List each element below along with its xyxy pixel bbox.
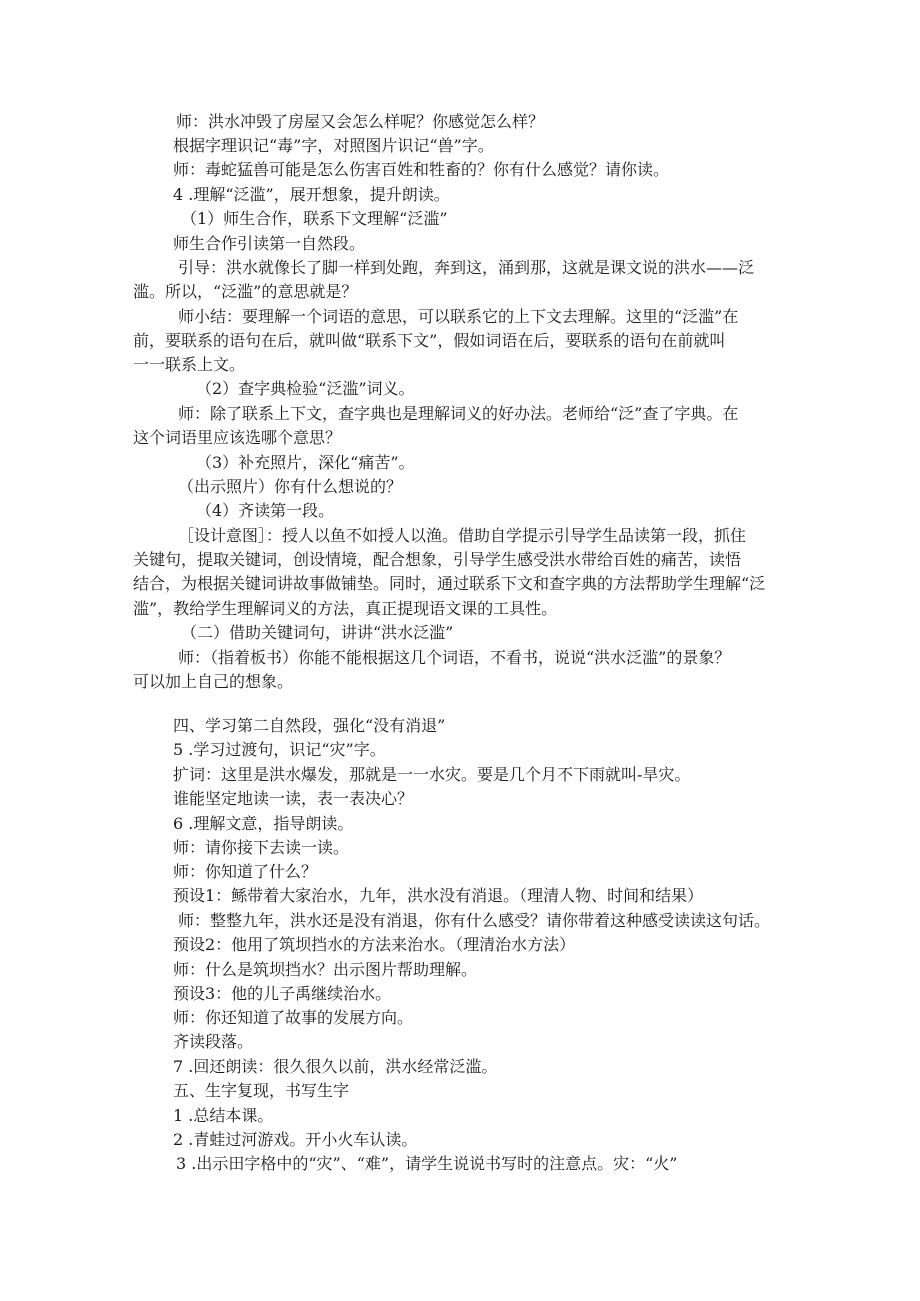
text-line: 师：什么是筑坝挡水？出示图片帮助理解。 (173, 960, 478, 979)
text-line: 结合，为根据关键词讲故事做铺垫。同时，通过联系下文和查字典的方法帮助学生理解“泛 (133, 574, 766, 593)
text-line: 引导：洪水就像长了脚一样到处跑，奔到这，涌到那，这就是课文说的洪水——泛 (178, 258, 755, 277)
text-line: 师：请你接下去读一读。 (173, 838, 350, 857)
text-line: 根据字理识记“毒”字，对照图片识记“兽”字。 (173, 136, 494, 155)
text-line: 师小结：要理解一个词语的意思，可以联系它的上下文去理解。这里的“泛滥”在 (178, 307, 739, 326)
text-line: 师：你知道了什么？ (173, 862, 318, 881)
text-line: （出示照片）你有什么想说的？ (178, 477, 403, 496)
text-line: 可以加上自己的想象。 (133, 672, 294, 691)
text-line: 谁能坚定地读一读，表一表决心？ (173, 789, 414, 808)
text-line: 师：（指着板书）你能不能根据这几个词语，不看书，说说“洪水泛滥”的景象？ (178, 648, 731, 667)
list-item: 1 .总结本课。 (173, 1106, 274, 1125)
text-line: 扩词：这里是洪水爆发，那就是一一水灾。要是几个月不下雨就叫-旱灾。 (173, 765, 691, 784)
text-line: 关键句，提取关键词，创设情境，配合想象，引导学生感受洪水带给百姓的痛苦，读悟 (133, 550, 742, 569)
list-item: 4 .理解“泛滥”，展开想象，提升朗读。 (173, 185, 450, 204)
section-heading: （二）借助关键词句，讲讲“洪水泛滥” (181, 623, 454, 642)
sub-heading: （4）齐读第一段。 (196, 501, 335, 520)
text-line: 齐读段落。 (173, 1032, 254, 1051)
text-line: 一一联系上文。 (133, 355, 246, 374)
sub-heading: （2）查字典检验“泛滥”词义。 (196, 379, 415, 398)
text-line: 前，要联系的语句在后，就叫做“联系下文”，假如词语在后，要联系的语句在前就叫 (133, 331, 726, 350)
section-heading: 四、学习第二自然段，强化“没有消退” (173, 716, 446, 735)
text-line: 这个词语里应该选哪个意思？ (133, 428, 342, 447)
text-line: 师：毒蛇猛兽可能是怎么伤害百姓和牲畜的？你有什么感觉？请你读。 (173, 160, 670, 179)
list-item: 3 .出示田字格中的“灾”、“难”，请学生说说书写时的注意点。灾：“火” (176, 1154, 678, 1173)
text-line: 师：你还知道了故事的发展方向。 (173, 1008, 414, 1027)
text-line: 预设2：他用了筑坝挡水的方法来治水。（理清治水方法） (173, 935, 576, 954)
sub-heading: （1）师生合作，联系下文理解“泛滥” (181, 209, 448, 228)
sub-heading: （3）补充照片，深化“痛苦”。 (196, 453, 415, 472)
text-line: 滥。所以，“泛滥”的意思就是？ (133, 282, 358, 301)
list-item: 5 .学习过渡句，识记“灾”字。 (173, 740, 386, 759)
text-line: 预设3：他的儿子禹继续治水。 (173, 984, 392, 1003)
text-line: 师生合作引读第一自然段。 (173, 234, 366, 253)
text-line: 滥”，教给学生理解词义的方法，真正提现语文课的工具性。 (133, 599, 558, 618)
text-line: 预设1：鲧带着大家治水，九年，洪水没有消退。（理清人物、时间和结果） (173, 886, 704, 905)
text-line: 师：除了联系上下文，查字典也是理解词义的好办法。老师给“泛”查了字典。在 (178, 404, 739, 423)
section-heading: 五、生字复现，书写生字 (173, 1081, 350, 1100)
text-line: ［设计意图］：授人以鱼不如授人以渔。借助自学提示引导学生品读第一段，抓住 (178, 526, 747, 545)
list-item: 7 .回还朗读：很久很久以前，洪水经常泛滥。 (173, 1057, 498, 1076)
text-line: 师：整整九年，洪水还是没有消退，你有什么感受？请你带着这种感受读读这句话。 (178, 911, 771, 930)
list-item: 2 .青蛙过河游戏。开小火车认读。 (173, 1130, 418, 1149)
text-line: 师：洪水冲毁了房屋又会怎么样呢？你感觉怎么样？ (176, 112, 545, 131)
list-item: 6 .理解文意，指导朗读。 (173, 814, 354, 833)
